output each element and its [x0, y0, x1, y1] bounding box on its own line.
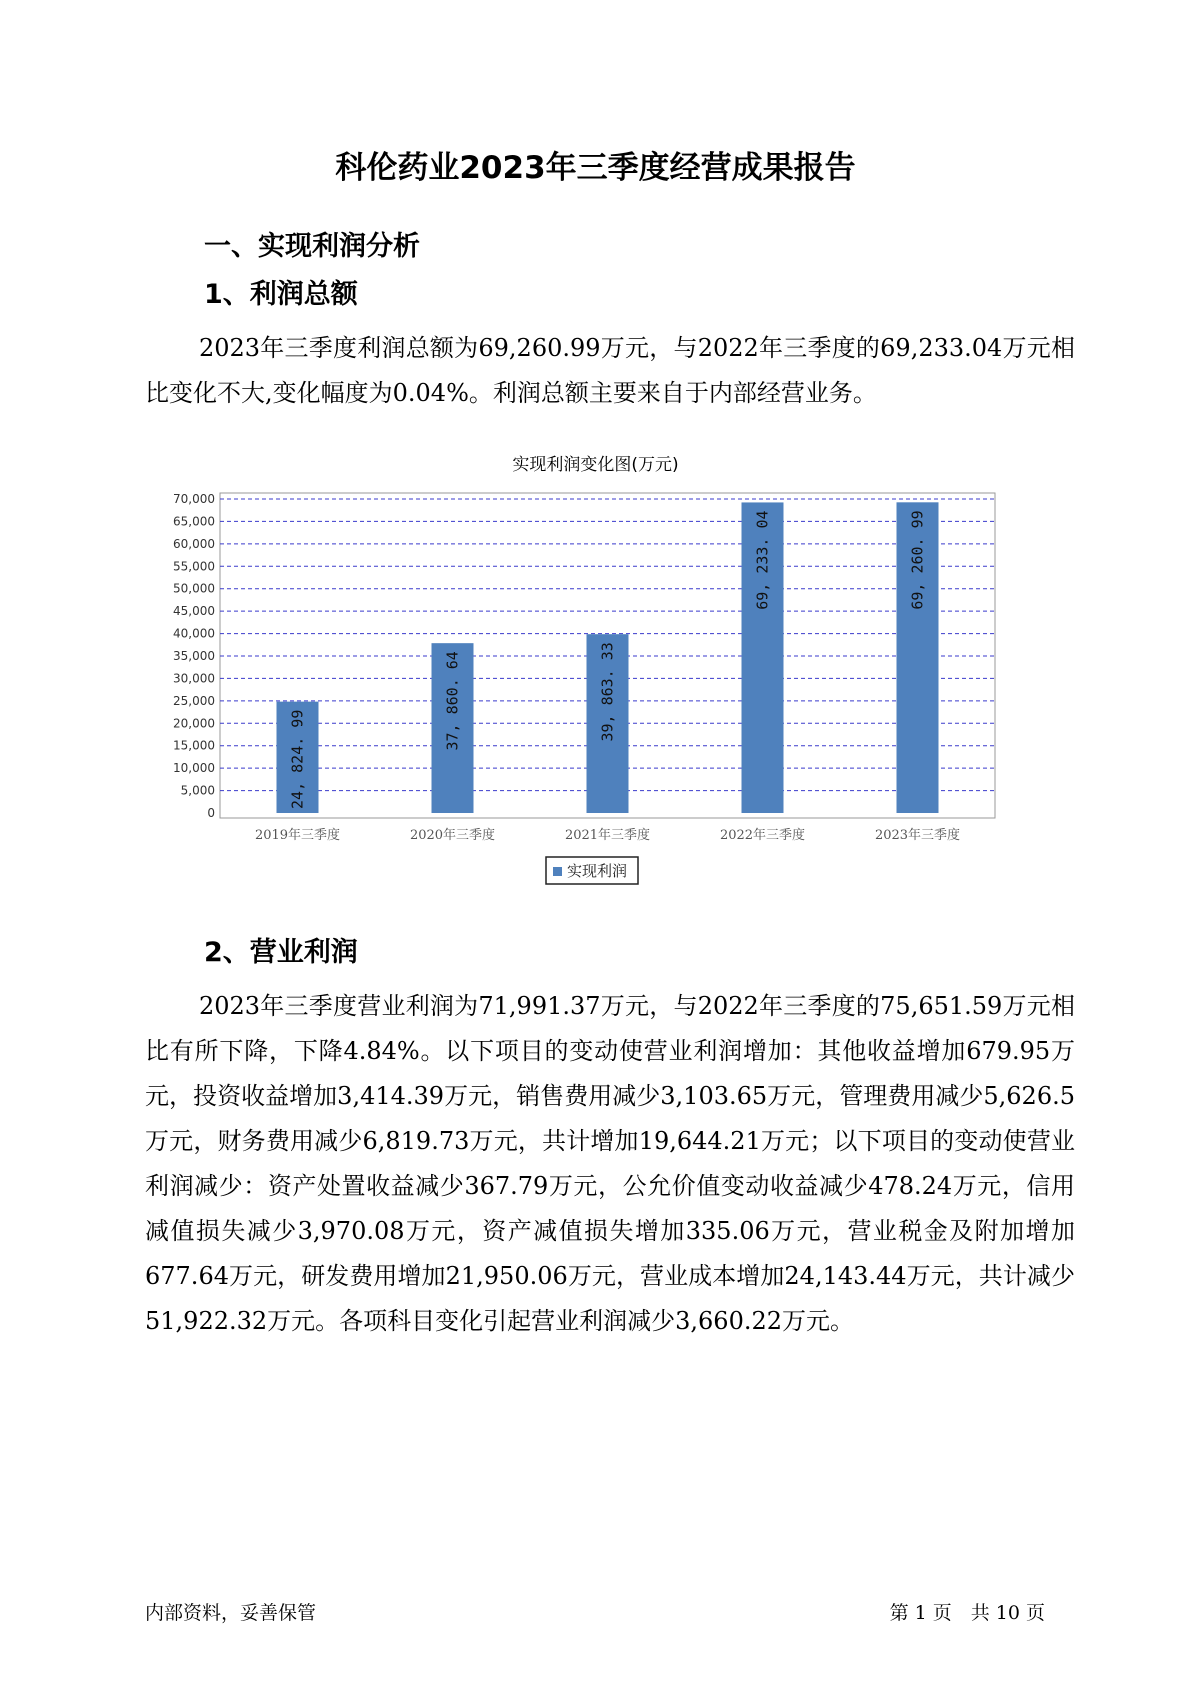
- x-tick-label: 2021年三季度: [564, 828, 651, 843]
- legend-swatch: [553, 867, 562, 876]
- page-title: 科伦药业2023年三季度经营成果报告: [335, 150, 856, 186]
- bar-data-label: 39, 863. 33: [598, 642, 617, 742]
- chart-title: 实现利润变化图(万元): [512, 455, 679, 475]
- legend-label: 实现利润: [567, 862, 628, 880]
- x-axis-ticks: [255, 827, 960, 843]
- y-axis-ticks: [173, 492, 215, 820]
- footer-page-number: 第 1 页 共 10 页: [889, 1602, 1045, 1624]
- x-tick-label: 2020年三季度: [409, 828, 496, 843]
- subsection-heading-total-profit: 1、利润总额: [204, 279, 358, 310]
- y-tick-label: 0: [207, 806, 215, 820]
- bar-data-label: 69, 260. 99: [908, 510, 927, 610]
- y-tick-label: 70,000: [173, 492, 215, 506]
- bar-data-label: 24, 824. 99: [288, 709, 307, 809]
- y-tick-label: 30,000: [173, 671, 215, 686]
- footer-confidential-note: 内部资料，妥善保管: [145, 1602, 317, 1624]
- bar-data-label: 37, 860. 64: [443, 651, 462, 751]
- paragraph-operating-profit: 2023年三季度营业利润为71,991.37万元，与2022年三季度的75,651.59万元相比有所下降，下降4.84%。以下项目的变动使营业利润增加：其他收益增加679.95万元，投资收益增加3,414.39万元，销售费用减少3,103.65万元，管理费用减少5,626.5万元，财务费用减少6,819.73万元，共计增加19,644.21万元；以下项目的变动使营业利润减少：资产处置收益减少367.79万元，公允价值变动收益减少478.24万元，信用减值损失减少3,970.08万元，资产减值损失增加335.06万元，营业税金及附加增加677.64万元，研发费用增加21,950.06万元，营业成本增加24,143.44万元，共计减少51,922.32万元。各项科目变化引起营业利润减少3,660.22万元。: [145, 992, 1075, 1335]
- y-tick-label: 35,000: [173, 649, 215, 663]
- legend: [546, 857, 638, 884]
- subsection-heading-operating-profit: 2、营业利润: [204, 937, 358, 968]
- y-tick-label: 10,000: [173, 761, 215, 776]
- y-tick-label: 20,000: [173, 716, 215, 731]
- bar-data-label: 69, 233. 04: [753, 510, 772, 610]
- y-tick-label: 65,000: [173, 514, 215, 529]
- paragraph-total-profit: 2023年三季度利润总额为69,260.99万元，与2022年三季度的69,233.04万元相比变化不大,变化幅度为0.04%。利润总额主要来自于内部经营业务。: [145, 334, 1075, 407]
- y-tick-label: 45,000: [173, 604, 215, 619]
- y-tick-label: 50,000: [173, 581, 215, 596]
- x-tick-label: 2019年三季度: [254, 828, 341, 843]
- y-tick-label: 15,000: [173, 738, 215, 753]
- x-tick-label: 2022年三季度: [719, 828, 806, 843]
- section-heading: 一、实现利润分析: [204, 231, 420, 262]
- y-tick-label: 40,000: [173, 626, 215, 641]
- y-tick-label: 55,000: [173, 559, 215, 574]
- y-tick-label: 25,000: [173, 693, 215, 708]
- x-tick-label: 2023年三季度: [874, 828, 961, 843]
- y-tick-label: 5,000: [180, 783, 215, 798]
- y-tick-label: 60,000: [173, 536, 215, 551]
